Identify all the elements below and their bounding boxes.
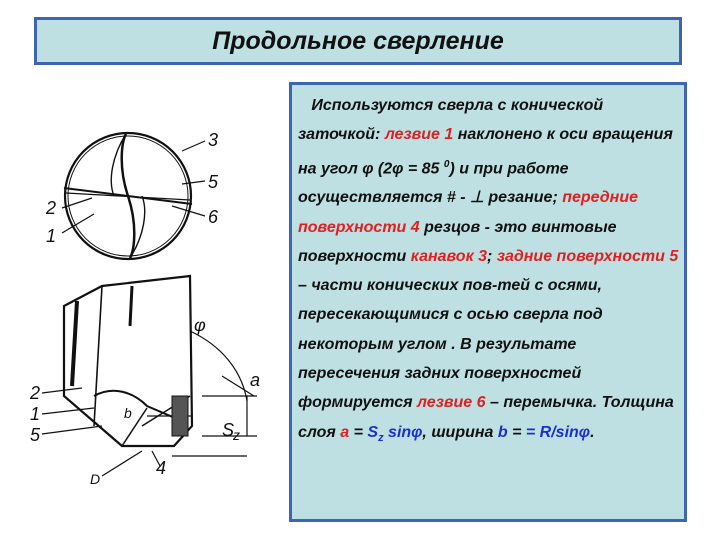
highlight-blade-6: лезвие 6 <box>417 394 486 412</box>
drill-diagram <box>22 96 284 486</box>
text-part: = 85 <box>403 159 444 177</box>
text-part: = <box>349 423 368 441</box>
side-label-1: 1 <box>30 404 41 424</box>
side-label-4: 4 <box>156 458 167 478</box>
symbol-parallel-perp: # - ⊥ <box>446 189 484 207</box>
formula-r-sin: = R/sin <box>525 423 579 441</box>
highlight-blade-1: лезвие 1 <box>384 126 454 144</box>
text-part: – перемычка. Толщина слоя <box>298 394 674 441</box>
label-phi: φ <box>194 315 206 335</box>
text-part: – части конических пов-тей с осями, пересекающимися с осью сверла под некоторым углом . В результате пересечения задних поверхностей формируется <box>298 277 603 412</box>
side-label-5: 5 <box>30 425 41 445</box>
symbol-phi: φ <box>392 159 404 177</box>
symbol-phi: φ <box>411 423 423 441</box>
drill-diagram-svg <box>22 96 284 486</box>
text-part: (2 <box>373 159 393 177</box>
text-part: резцов - это винтовые поверхности <box>298 218 617 265</box>
side-label-2: 2 <box>30 383 41 403</box>
label-2: 2 <box>46 198 57 218</box>
label-6: 6 <box>208 207 219 227</box>
highlight-front-surfaces: передние поверхности 4 <box>298 189 638 236</box>
symbol-phi: φ <box>362 159 374 177</box>
label-d: D <box>90 471 101 486</box>
drill-side-view <box>42 276 257 476</box>
degree-sup: 0 <box>443 158 450 170</box>
text-part: ; <box>487 247 497 265</box>
highlight-grooves: канавок 3 <box>410 247 488 265</box>
text-part: Используются сверла с конической заточкой: <box>298 97 604 144</box>
var-s-sub: z <box>378 431 384 444</box>
text-part: наклонено к оси вращения на угол <box>298 126 673 177</box>
drill-end-view <box>62 133 205 259</box>
slide-title: Продольное сверление <box>212 26 504 55</box>
label-5: 5 <box>208 172 219 192</box>
label-1: 1 <box>46 226 57 246</box>
label-s-sub: z <box>233 427 240 443</box>
title-banner <box>34 17 682 65</box>
text-part: . <box>590 423 595 441</box>
description-text <box>298 91 680 453</box>
symbol-phi: φ <box>578 423 591 441</box>
var-a: а <box>340 423 350 441</box>
text-part: , ширина <box>422 423 498 441</box>
label-s: S <box>222 420 235 440</box>
label-b: b <box>124 405 132 421</box>
text-part: резание; <box>483 189 563 207</box>
var-b: b <box>497 423 508 441</box>
description-box <box>289 82 687 522</box>
text-part: = <box>507 423 526 441</box>
func-sin: sin <box>383 423 412 441</box>
label-3: 3 <box>208 130 219 150</box>
var-s: S <box>367 423 379 441</box>
highlight-back-surfaces: задние поверхности 5 <box>496 247 679 265</box>
text-part: ) и при работе осуществляется <box>298 159 569 207</box>
label-a: a <box>250 370 261 390</box>
